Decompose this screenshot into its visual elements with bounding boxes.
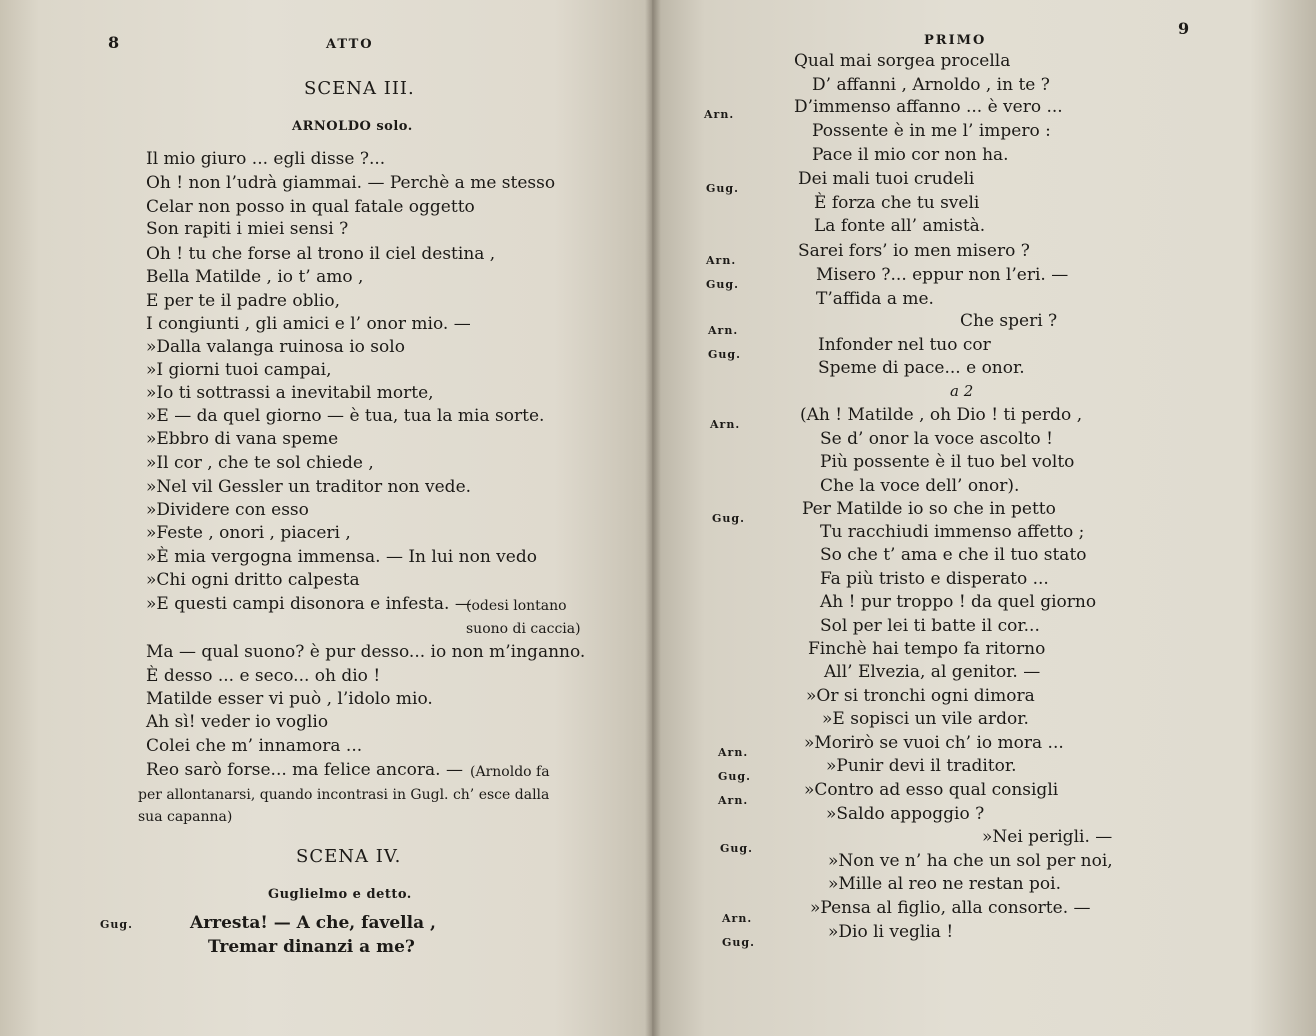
running-head-left: ATTO	[326, 37, 374, 52]
verse-line: »Saldo appoggio ?	[826, 804, 985, 824]
verse-line: »Pensa al figlio, alla consorte. —	[810, 898, 1091, 918]
verse-line: »Ebbro di vana speme	[146, 429, 339, 449]
verse-line: Oh ! non l’udrà giammai. — Perchè a me stesso	[146, 173, 556, 193]
verse-line: »Non ve n’ ha che un sol per noi,	[828, 851, 1113, 871]
scene-3-cast: ARNOLDO solo.	[292, 119, 413, 134]
verse-line: Speme di pace... e onor.	[818, 358, 1025, 378]
verse-line: Reo sarò forse... ma felice ancora. —	[146, 760, 463, 780]
verse-line: »Contro ad esso qual consigli	[804, 780, 1059, 800]
page-number-left: 8	[108, 33, 120, 52]
speaker-label: Arn.	[706, 254, 737, 267]
running-head-right: PRIMO	[924, 33, 987, 48]
speaker-label: Arn.	[710, 418, 741, 431]
speaker-label: Arn.	[718, 746, 749, 759]
speaker-label: Arn.	[708, 324, 739, 337]
verse-line: »E — da quel giorno — è tua, tua la mia sorte.	[146, 406, 545, 426]
verse-line: »Il cor , che te sol chiede ,	[146, 453, 374, 473]
speaker-label: Gug.	[100, 918, 133, 931]
verse-line: Se d’ onor la voce ascolto !	[820, 429, 1053, 449]
verse-line: Che speri ?	[960, 311, 1058, 331]
scene-4-title: SCENA IV.	[296, 846, 402, 867]
verse-line: »Dividere con esso	[146, 500, 309, 520]
left-page	[0, 0, 652, 1036]
scene-3-title: SCENA III.	[304, 78, 415, 99]
speaker-label: Gug.	[706, 278, 739, 291]
verse-line: Dei mali tuoi crudeli	[798, 169, 975, 189]
verse-line: »Or si tronchi ogni dimora	[806, 686, 1035, 706]
verse-line: »Nel vil Gessler un traditor non vede.	[146, 477, 472, 497]
verse-line: »È mia vergogna immensa. — In lui non vedo	[146, 547, 537, 567]
verse-line: Ah ! pur troppo ! da quel giorno	[820, 592, 1097, 612]
speaker-label: Arn.	[704, 108, 735, 121]
verse-line: »Morirò se vuoi ch’ io mora ...	[804, 733, 1064, 753]
speaker-label: Gug.	[712, 512, 745, 525]
verse-line: Più possente è il tuo bel volto	[820, 452, 1075, 472]
verse-line: »Punir devi il traditor.	[826, 756, 1017, 776]
verse-line: Sarei fors’ io men misero ?	[798, 241, 1030, 261]
verse-line: Ah sì! veder io voglio	[146, 712, 329, 732]
verse-line: D’immenso affanno ... è vero ...	[794, 97, 1063, 117]
verse-line: »Io ti sottrassi a inevitabil morte,	[146, 383, 434, 403]
verse-line: La fonte all’ amistà.	[814, 216, 986, 236]
verse-line: (Ah ! Matilde , oh Dio ! ti perdo ,	[800, 405, 1083, 425]
verse-line: Il mio giuro ... egli disse ?...	[146, 149, 386, 169]
speaker-label: Gug.	[708, 348, 741, 361]
verse-line: »Chi ogni dritto calpesta	[146, 570, 360, 590]
verse-line: »Feste , onori , piaceri ,	[146, 523, 351, 543]
verse-line: »E questi campi disonora e infesta. —	[146, 594, 472, 614]
verse-line: Ma — qual suono? è pur desso... io non m’inganno.	[146, 642, 586, 662]
verse-line: D’ affanni , Arnoldo , in te ?	[812, 75, 1050, 95]
stage-direction: suono di caccia)	[466, 621, 581, 637]
speaker-label: Gug.	[722, 936, 755, 949]
verse-line: »Mille al reo ne restan poi.	[828, 874, 1061, 894]
right-page	[652, 0, 1316, 1036]
verse-line: Finchè hai tempo fa ritorno	[808, 639, 1046, 659]
verse-line: Qual mai sorgea procella	[794, 51, 1011, 71]
stage-direction: sua capanna)	[138, 809, 233, 825]
verse-line: »Dalla valanga ruinosa io solo	[146, 337, 405, 357]
book-gutter	[645, 0, 661, 1036]
verse-line: »Dio li veglia !	[828, 922, 954, 942]
verse-line: Oh ! tu che forse al trono il ciel destina ,	[146, 244, 496, 264]
verse-line: »E sopisci un vile ardor.	[822, 709, 1029, 729]
verse-line: Fa più tristo e disperato ...	[820, 569, 1049, 589]
verse-line: È forza che tu sveli	[814, 193, 980, 213]
verse-line: Arresta! — A che, favella ,	[190, 913, 436, 933]
speaker-label: Gug.	[720, 842, 753, 855]
verse-line: Infonder nel tuo cor	[818, 335, 991, 355]
verse-line: Matilde esser vi può , l’idolo mio.	[146, 689, 433, 709]
stage-direction: per allontanarsi, quando incontrasi in Gugl. ch’ esce dalla	[138, 787, 550, 803]
verse-line: Bella Matilde , io t’ amo ,	[146, 267, 364, 287]
a-due-marker: a 2	[950, 382, 974, 400]
verse-line: Tu racchiudi immenso affetto ;	[820, 522, 1085, 542]
verse-line: T’affida a me.	[816, 289, 934, 309]
verse-line: Celar non posso in qual fatale oggetto	[146, 197, 475, 217]
verse-line: È desso ... e seco... oh dio !	[146, 666, 381, 686]
speaker-label: Gug.	[706, 182, 739, 195]
verse-line: So che t’ ama e che il tuo stato	[820, 545, 1087, 565]
verse-line: »Nei perigli. —	[982, 827, 1113, 847]
speaker-label: Arn.	[722, 912, 753, 925]
page-number-right: 9	[1178, 19, 1190, 38]
verse-line: Misero ?... eppur non l’eri. —	[816, 265, 1069, 285]
speaker-label: Gug.	[718, 770, 751, 783]
verse-line: All’ Elvezia, al genitor. —	[824, 662, 1041, 682]
verse-line: Per Matilde io so che in petto	[802, 499, 1056, 519]
stage-direction: (odesi lontano	[466, 598, 567, 614]
verse-line: Sol per lei ti batte il cor...	[820, 616, 1040, 636]
verse-line: Pace il mio cor non ha.	[812, 145, 1009, 165]
scene-4-cast: Guglielmo e detto.	[268, 887, 412, 902]
speaker-label: Arn.	[718, 794, 749, 807]
verse-line: E per te il padre oblio,	[146, 291, 340, 311]
verse-line: I congiunti , gli amici e l’ onor mio. —	[146, 314, 471, 334]
verse-line: Colei che m’ innamora ...	[146, 736, 363, 756]
verse-line: Tremar dinanzi a me?	[208, 937, 415, 957]
verse-line: Che la voce dell’ onor).	[820, 476, 1020, 496]
verse-line: Possente è in me l’ impero :	[812, 121, 1051, 141]
verse-line: Son rapiti i miei sensi ?	[146, 219, 349, 239]
verse-line: »I giorni tuoi campai,	[146, 360, 332, 380]
stage-direction: (Arnoldo fa	[470, 764, 550, 780]
